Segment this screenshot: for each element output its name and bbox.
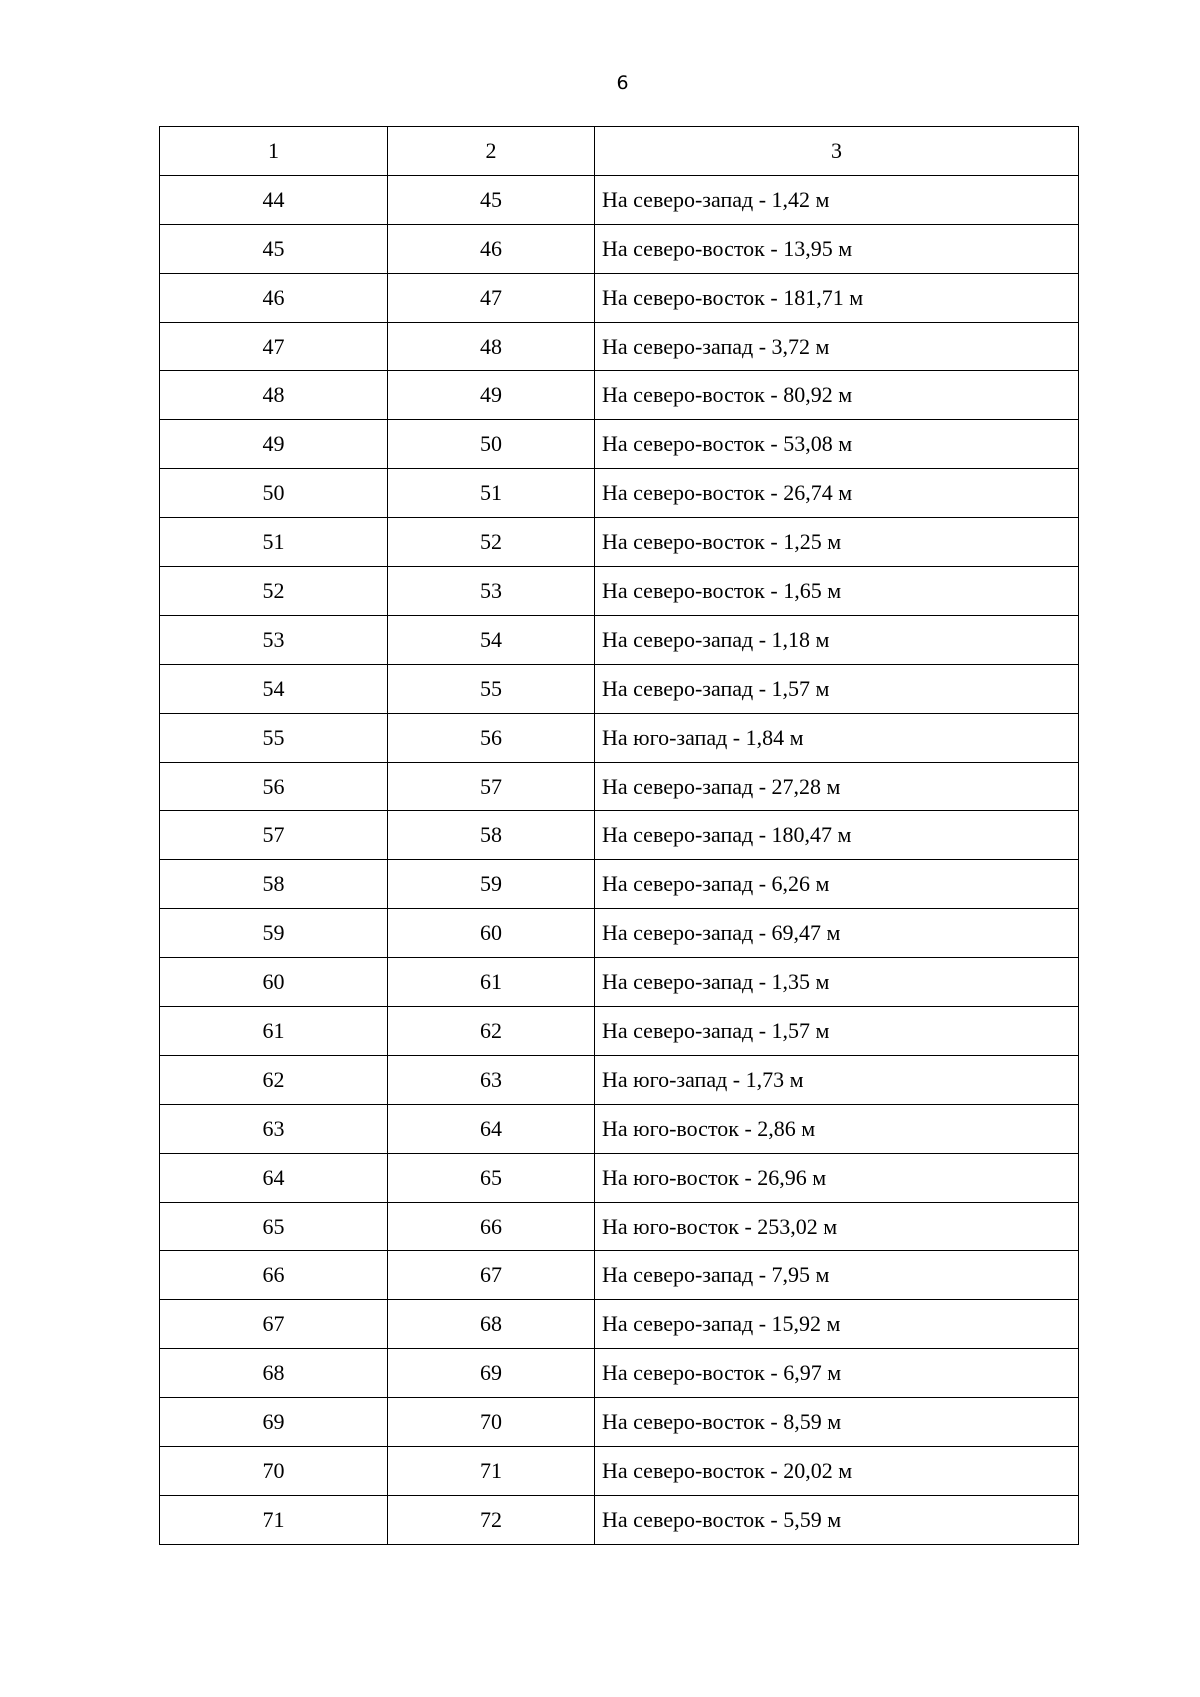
cell-point-to: 48: [388, 322, 595, 371]
cell-point-to: 50: [388, 420, 595, 469]
cell-point-from: 71: [160, 1495, 388, 1544]
cell-point-to: 71: [388, 1447, 595, 1496]
cell-point-to: 61: [388, 958, 595, 1007]
cell-point-to: 54: [388, 615, 595, 664]
cell-direction-distance: На северо-восток - 6,97 м: [595, 1349, 1079, 1398]
table-row: [160, 224, 1079, 273]
cell-point-from: 50: [160, 469, 388, 518]
cell-point-from: 51: [160, 518, 388, 567]
table-row: [160, 958, 1079, 1007]
table-row: [160, 1104, 1079, 1153]
cell-point-from: 67: [160, 1300, 388, 1349]
table-row: [160, 762, 1079, 811]
table-row: [160, 273, 1079, 322]
cell-point-to: 59: [388, 860, 595, 909]
cell-point-from: 47: [160, 322, 388, 371]
cell-point-to: 70: [388, 1398, 595, 1447]
cell-point-to: 45: [388, 175, 595, 224]
cell-point-from: 65: [160, 1202, 388, 1251]
cell-point-from: 49: [160, 420, 388, 469]
table-row: [160, 713, 1079, 762]
cell-point-to: 53: [388, 567, 595, 616]
cell-point-from: 64: [160, 1153, 388, 1202]
cell-direction-distance: На северо-восток - 1,65 м: [595, 567, 1079, 616]
cell-point-from: 68: [160, 1349, 388, 1398]
cell-direction-distance: На северо-восток - 13,95 м: [595, 224, 1079, 273]
cell-point-from: 55: [160, 713, 388, 762]
cell-point-from: 69: [160, 1398, 388, 1447]
cell-point-from: 54: [160, 664, 388, 713]
table-row: [160, 1495, 1079, 1544]
cell-point-from: 45: [160, 224, 388, 273]
column-header-1: 1: [160, 127, 388, 176]
table-row: [160, 371, 1079, 420]
cell-direction-distance: На северо-запад - 3,72 м: [595, 322, 1079, 371]
cell-point-from: 60: [160, 958, 388, 1007]
cell-point-from: 59: [160, 909, 388, 958]
cell-point-from: 58: [160, 860, 388, 909]
cell-point-to: 56: [388, 713, 595, 762]
table-row: [160, 175, 1079, 224]
cell-direction-distance: На северо-запад - 15,92 м: [595, 1300, 1079, 1349]
cell-direction-distance: На северо-запад - 27,28 м: [595, 762, 1079, 811]
cell-point-from: 44: [160, 175, 388, 224]
cell-point-to: 57: [388, 762, 595, 811]
cell-direction-distance: На юго-восток - 253,02 м: [595, 1202, 1079, 1251]
cell-point-to: 47: [388, 273, 595, 322]
table-row: [160, 469, 1079, 518]
cell-point-from: 61: [160, 1007, 388, 1056]
table-row: [160, 811, 1079, 860]
column-header-2: 2: [388, 127, 595, 176]
cell-point-from: 62: [160, 1055, 388, 1104]
cell-point-to: 64: [388, 1104, 595, 1153]
cell-point-to: 63: [388, 1055, 595, 1104]
table-row: [160, 1300, 1079, 1349]
table-header-row: [160, 127, 1079, 176]
table-row: [160, 322, 1079, 371]
table-row: [160, 1251, 1079, 1300]
cell-direction-distance: На северо-запад - 7,95 м: [595, 1251, 1079, 1300]
table-row: [160, 860, 1079, 909]
cell-point-from: 48: [160, 371, 388, 420]
table-row: [160, 1007, 1079, 1056]
cell-direction-distance: На северо-восток - 53,08 м: [595, 420, 1079, 469]
cell-point-from: 46: [160, 273, 388, 322]
boundary-table: [159, 126, 1079, 1545]
cell-point-from: 66: [160, 1251, 388, 1300]
cell-direction-distance: На северо-запад - 1,57 м: [595, 664, 1079, 713]
cell-direction-distance: На северо-восток - 20,02 м: [595, 1447, 1079, 1496]
cell-point-to: 68: [388, 1300, 595, 1349]
table-row: [160, 567, 1079, 616]
cell-point-to: 58: [388, 811, 595, 860]
cell-direction-distance: На северо-запад - 1,57 м: [595, 1007, 1079, 1056]
cell-point-to: 60: [388, 909, 595, 958]
cell-direction-distance: На северо-восток - 80,92 м: [595, 371, 1079, 420]
table-row: [160, 518, 1079, 567]
cell-direction-distance: На юго-восток - 2,86 м: [595, 1104, 1079, 1153]
cell-direction-distance: На северо-запад - 1,42 м: [595, 175, 1079, 224]
cell-point-to: 51: [388, 469, 595, 518]
cell-point-to: 55: [388, 664, 595, 713]
table-body: [160, 127, 1079, 1545]
cell-point-to: 49: [388, 371, 595, 420]
cell-point-to: 67: [388, 1251, 595, 1300]
cell-direction-distance: На северо-запад - 69,47 м: [595, 909, 1079, 958]
table-row: [160, 615, 1079, 664]
table-row: [160, 1349, 1079, 1398]
cell-point-from: 63: [160, 1104, 388, 1153]
cell-point-from: 56: [160, 762, 388, 811]
cell-direction-distance: На северо-восток - 8,59 м: [595, 1398, 1079, 1447]
page-number: 6: [616, 72, 629, 94]
cell-direction-distance: На юго-восток - 26,96 м: [595, 1153, 1079, 1202]
cell-point-to: 65: [388, 1153, 595, 1202]
cell-direction-distance: На северо-восток - 5,59 м: [595, 1495, 1079, 1544]
cell-direction-distance: На северо-восток - 1,25 м: [595, 518, 1079, 567]
cell-direction-distance: На северо-восток - 26,74 м: [595, 469, 1079, 518]
cell-point-to: 62: [388, 1007, 595, 1056]
cell-direction-distance: На северо-запад - 1,18 м: [595, 615, 1079, 664]
cell-direction-distance: На северо-восток - 181,71 м: [595, 273, 1079, 322]
table-row: [160, 1398, 1079, 1447]
cell-point-to: 69: [388, 1349, 595, 1398]
cell-point-to: 52: [388, 518, 595, 567]
cell-point-to: 66: [388, 1202, 595, 1251]
table-row: [160, 909, 1079, 958]
cell-direction-distance: На северо-запад - 6,26 м: [595, 860, 1079, 909]
table-row: [160, 664, 1079, 713]
cell-point-from: 57: [160, 811, 388, 860]
cell-direction-distance: На юго-запад - 1,73 м: [595, 1055, 1079, 1104]
cell-point-from: 53: [160, 615, 388, 664]
table-row: [160, 420, 1079, 469]
cell-direction-distance: На северо-запад - 1,35 м: [595, 958, 1079, 1007]
cell-point-to: 46: [388, 224, 595, 273]
column-header-3: 3: [595, 127, 1079, 176]
table-row: [160, 1447, 1079, 1496]
cell-direction-distance: На юго-запад - 1,84 м: [595, 713, 1079, 762]
table-row: [160, 1153, 1079, 1202]
cell-point-to: 72: [388, 1495, 595, 1544]
cell-point-from: 70: [160, 1447, 388, 1496]
table-row: [160, 1202, 1079, 1251]
table-row: [160, 1055, 1079, 1104]
cell-point-from: 52: [160, 567, 388, 616]
cell-direction-distance: На северо-запад - 180,47 м: [595, 811, 1079, 860]
